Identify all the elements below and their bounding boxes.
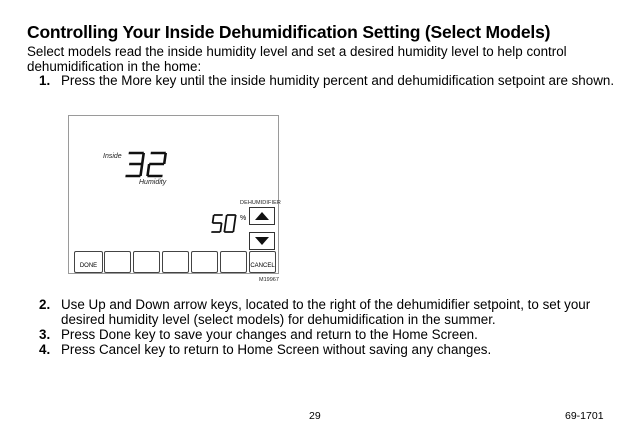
inside-label: Inside xyxy=(103,153,122,160)
step-text: Use Up and Down arrow keys, located to the right of the dehumidifier setpoint, to set your desired humidity level (select models) for dehumidification in the summer. xyxy=(61,297,591,327)
percent-sign: % xyxy=(240,215,247,222)
soft-key-blank-1[interactable] xyxy=(104,251,131,273)
soft-key-blank-2[interactable] xyxy=(133,251,160,273)
cancel-key[interactable]: CANCEL xyxy=(249,251,276,273)
doc-number: 69-1701 xyxy=(565,410,604,422)
soft-key-blank-4[interactable] xyxy=(191,251,218,273)
up-arrow-icon xyxy=(255,212,269,220)
down-arrow-icon xyxy=(255,237,269,245)
down-arrow-button[interactable] xyxy=(249,232,275,250)
thermostat-screen-figure xyxy=(68,115,279,274)
step-number: 4. xyxy=(39,342,51,357)
up-arrow-button[interactable] xyxy=(249,207,275,225)
humidity-label: Humidity xyxy=(139,179,167,186)
figure-id: M19967 xyxy=(259,277,279,283)
step-number: 3. xyxy=(39,327,51,342)
page-number: 29 xyxy=(309,410,321,422)
soft-key-blank-3[interactable] xyxy=(162,251,189,273)
step-number: 2. xyxy=(39,297,51,312)
step-text: Press Done key to save your changes and return to the Home Screen. xyxy=(61,327,478,342)
dehumidifier-label: DEHUMIDIFIER xyxy=(240,200,281,206)
dehumidifier-setpoint-display xyxy=(209,213,239,235)
page-title: Controlling Your Inside Dehumidification Setting (Select Models) xyxy=(27,22,551,42)
soft-key-blank-5[interactable] xyxy=(220,251,247,273)
done-key[interactable]: DONE xyxy=(74,251,103,273)
step-text: Press the More key until the inside humidity percent and dehumidification setpoint are shown. xyxy=(61,73,615,88)
inside-humidity-display xyxy=(125,151,171,179)
step-text: Press Cancel key to return to Home Screen without saving any changes. xyxy=(61,342,492,357)
step-number: 1. xyxy=(39,73,51,88)
intro-paragraph: Select models read the inside humidity level and set a desired humidity level to help control dehumidification in the home: xyxy=(27,44,567,74)
